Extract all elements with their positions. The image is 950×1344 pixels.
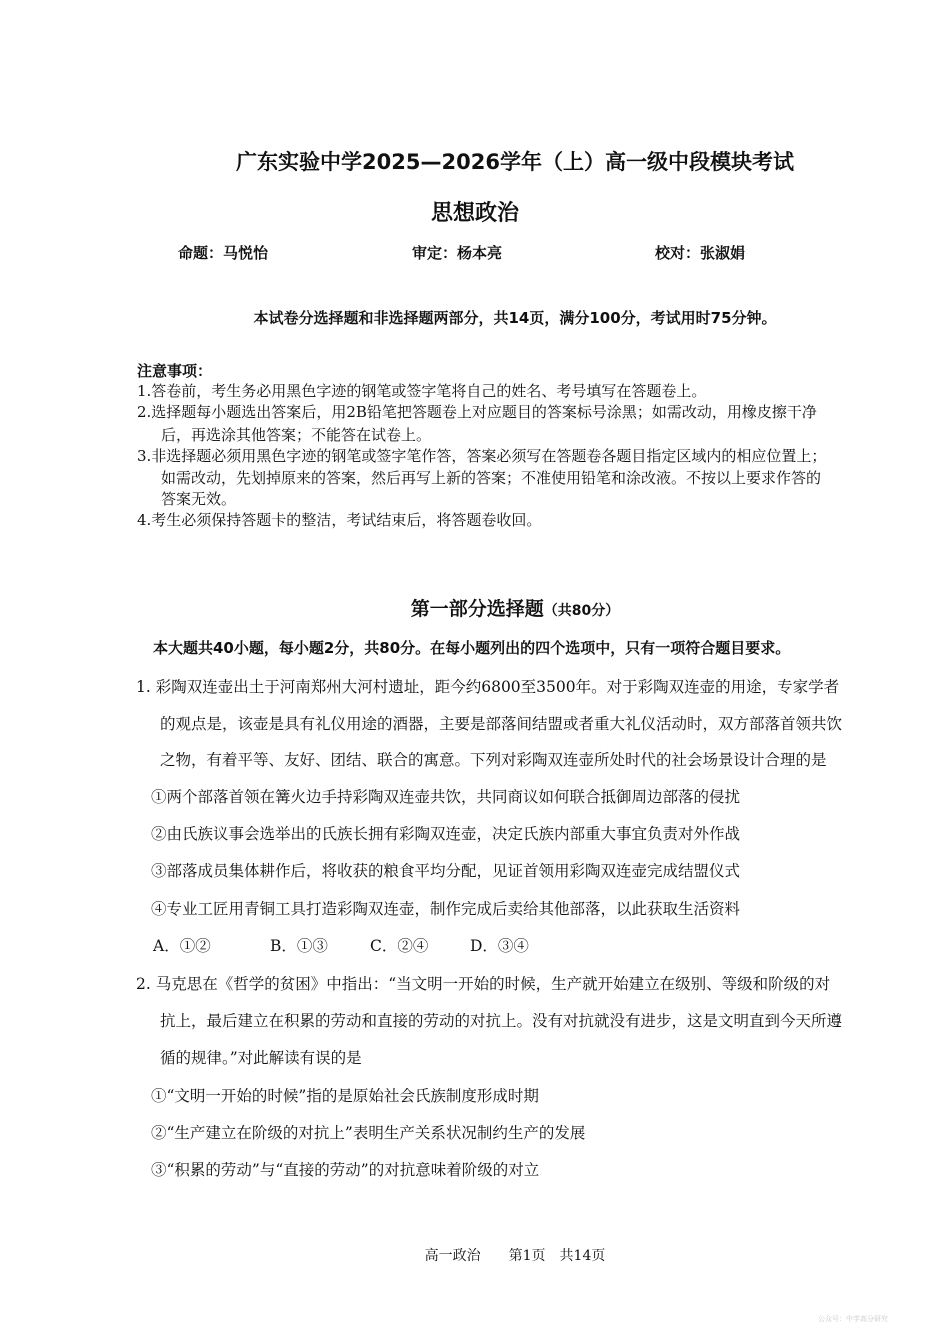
q1-choice-d: D．③④ xyxy=(470,937,529,955)
q1-choice-a: A．①② xyxy=(153,937,211,955)
note-3-cont-1: 如需改动，先划掉原来的答案，然后再写上新的答案；不准使用铅笔和涂改液。不按以上要求作答的 xyxy=(161,469,822,487)
q1-line-2: 的观点是，该壶是具有礼仪用途的酒器，主要是部落间结盟或者重大礼仪活动时，双方部落首领共饮 xyxy=(160,715,843,733)
q2-line-3: 循的规律。”对此解读有误的是 xyxy=(160,1049,362,1067)
q2-line-1: 2. 马克思在《哲学的贫困》中指出：“当文明一开始的时候，生产就开始建立在级别、等级和阶级的对 xyxy=(136,975,831,993)
page-footer xyxy=(0,1245,950,1265)
q1-line-3: 之物，有着平等、友好、团结、联合的寓意。下列对彩陶双连壶所处时代的社会场景设计合理的是 xyxy=(160,751,827,769)
exam-title: 广东实验中学2025—2026学年（上）高一级中段模块考试 xyxy=(236,150,794,174)
part1-title: 第一部分选择题 xyxy=(410,598,544,620)
reviewer: 审定：杨本亮 xyxy=(412,244,503,262)
note-4: 4.考生必须保持答题卡的整洁，考试结束后，将答题卷收回。 xyxy=(137,511,542,529)
q1-choice-b: B．①③ xyxy=(270,937,328,955)
part1-intro: 本大题共40小题，每小题2分，共80分。在每小题列出的四个选项中，只有一项符合题目要求。 xyxy=(153,639,791,657)
setter: 命题：马悦怡 xyxy=(178,244,269,262)
note-2: 2.选择题每小题选出答案后，用2B铅笔把答题卷上对应题目的答案标号涂黑；如需改动，用橡皮擦干净 xyxy=(137,403,817,421)
q2-line-2: 抗上，最后建立在积累的劳动和直接的劳动的对抗上。没有对抗就没有进步，这是文明直到今天所遵 xyxy=(160,1012,843,1030)
subject-title: 思想政治 xyxy=(430,201,519,226)
q2-statement-3: ③“积累的劳动”与“直接的劳动”的对抗意味着阶级的对立 xyxy=(151,1161,540,1179)
q1-statement-3: ③部落成员集体耕作后，将收获的粮食平均分配，见证首领用彩陶双连壶完成结盟仪式 xyxy=(151,862,741,880)
note-3-cont-2: 答案无效。 xyxy=(161,490,237,508)
q1-statement-4: ④专业工匠用青铜工具打造彩陶双连壶，制作完成后卖给其他部落，以此获取生活资料 xyxy=(151,900,741,918)
exam-intro: 本试卷分选择题和非选择题两部分，共14页，满分100分，考试用时75分钟。 xyxy=(253,309,777,327)
note-3: 3.非选择题必须用黑色字迹的钢笔或签字笔作答，答案必须写在答题卷各题目指定区域内的相应位置上； xyxy=(137,447,827,465)
note-1: 1.答卷前，考生务必用黑色字迹的钢笔或签字笔将自己的姓名、考号填写在答题卷上。 xyxy=(137,382,707,400)
note-2-cont: 后，再选涂其他答案；不能答在试卷上。 xyxy=(161,426,432,444)
watermark: 公众号：中学高分研究 xyxy=(818,1315,888,1323)
footer-page: 第1页 xyxy=(508,1248,546,1264)
notes-heading: 注意事项： xyxy=(137,362,213,380)
q2-statement-2: ②“生产建立在阶级的对抗上”表明生产关系状况制约生产的发展 xyxy=(151,1124,586,1142)
q2-statement-1: ①“文明一开始的时候”指的是原始社会氏族制度形成时期 xyxy=(151,1087,539,1105)
q1-line-1: 1. 彩陶双连壶出土于河南郑州大河村遗址，距今约6800至3500年。对于彩陶双连壶的用途，专家学者 xyxy=(136,678,840,696)
q1-statement-1: ①两个部落首领在篝火边手持彩陶双连壶共饮，共同商议如何联合抵御周边部落的侵扰 xyxy=(151,788,741,806)
part1-heading xyxy=(0,594,950,621)
footer-subject: 高一政治 xyxy=(424,1248,481,1264)
proofreader: 校对：张淑娟 xyxy=(655,244,746,262)
q1-statement-2: ②由氏族议事会选举出的氏族长拥有彩陶双连壶，决定氏族内部重大事宜负责对外作战 xyxy=(151,825,741,843)
part1-score: （共80分） xyxy=(543,603,620,619)
q1-choice-c: C．②④ xyxy=(370,937,429,955)
footer-total: 共14页 xyxy=(559,1248,606,1264)
